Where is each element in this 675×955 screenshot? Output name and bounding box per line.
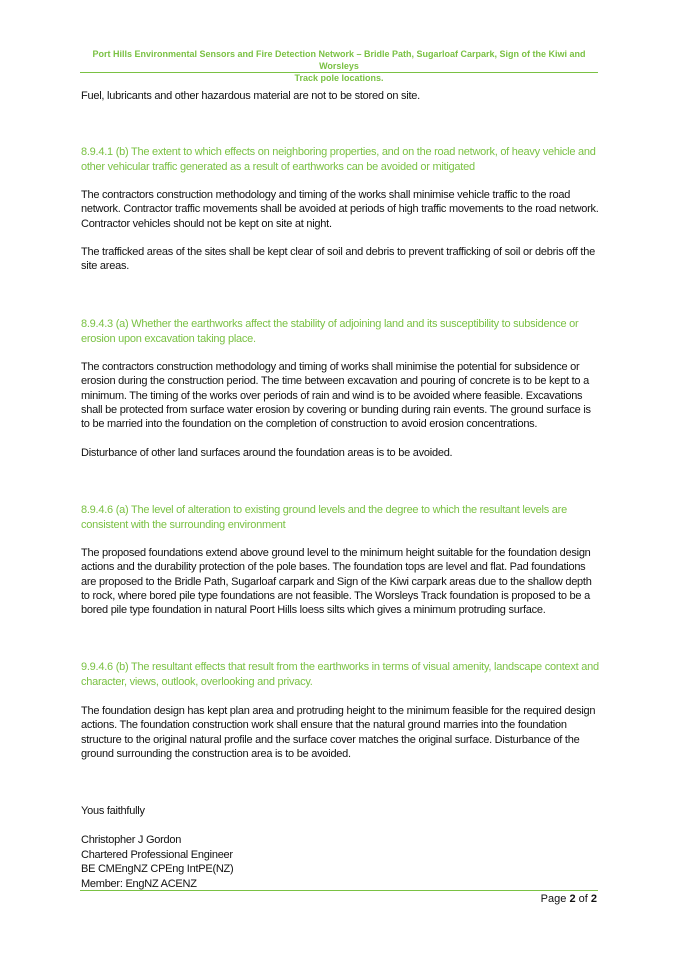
section-heading-9946b: 9.9.4.6 (b) The resultant effects that result from the earthworks in terms of visual amenity, landscape context and character, views, outlook, overlooking and privacy.	[81, 661, 599, 688]
intro-paragraph: Fuel, lubricants and other hazardous material are not to be stored on site.	[81, 90, 420, 102]
footer-divider	[80, 890, 598, 891]
page-number: Page 2 of 2	[540, 893, 597, 905]
document-header	[80, 48, 598, 84]
signatory-qualifications: BE CMEngNZ CPEng IntPE(NZ)	[81, 863, 234, 876]
section-paragraph: The proposed foundations extend above ground level to the minimum height suitable for the foundation design actions and the durability protection of the pole bases. The foundation tops are level and flat. Pad foundations are proposed to the Bridle Path, Sugarloaf carpark and Sign of the Kiwi carpark areas due to the shallow depth to rock, where bored pile type foundations are not feasible. The Worsleys Track foundation is proposed to be a bored pile type foundation in natural Poort Hills loess silts which gives a minimum protruding surface.	[81, 547, 592, 617]
header-divider	[80, 72, 598, 73]
header-line-2: Track pole locations.	[294, 73, 384, 83]
section-heading-8946a: 8.9.4.6 (a) The level of alteration to existing ground levels and the degree to which the resultant levels are consistent with the surrounding environment	[81, 504, 567, 531]
signatory-title: Chartered Professional Engineer	[81, 848, 233, 861]
header-line-1: Port Hills Environmental Sensors and Fire Detection Network – Bridle Path, Sugarloaf Carpark, Sign of the Kiwi and Worsleys	[92, 49, 586, 71]
closing-salutation: Yous faithfully	[81, 805, 145, 817]
signature-block	[81, 833, 233, 891]
signatory-membership: Member: EngNZ ACENZ	[81, 877, 197, 890]
signatory-name: Christopher J Gordon	[81, 834, 182, 846]
section-heading-8943a: 8.9.4.3 (a) Whether the earthworks affect the stability of adjoining land and its susceptibility to subsidence or erosion upon excavation taking place.	[81, 318, 579, 345]
section-paragraph: The foundation design has kept plan area and protruding height to the minimum feasible for the required design actions. The foundation construction work shall ensure that the natural ground marries into the foundation structure to the original natural profile and the surface cover matches the original surface. Disturbance of the ground surrounding the construction area is to be avoided.	[81, 705, 596, 760]
section-paragraph: The contractors construction methodology and timing of the works shall minimise vehicle traffic to the road network. Contractor traffic movements shall be avoided at periods of high traffic movements to the road network. Contractor vehicles should not be kept on site at night.	[81, 189, 599, 230]
section-paragraph: The trafficked areas of the sites shall be kept clear of soil and debris to prevent trafficking of soil or debris off the site areas.	[81, 246, 595, 273]
section-paragraph: The contractors construction methodology and timing of works shall minimise the potential for subsidence or erosion during the construction period. The time between excavation and pouring of concrete is to be kept to a minimum. The timing of the works over periods of rain and wind is to be avoided where feasible. Excavations shall be protected from surface water erosion by covering or bunding during rain events. The ground surface is to be married into the foundation on the completion of construction to avoid erosion concentrations.	[81, 361, 591, 431]
section-paragraph: Disturbance of other land surfaces around the foundation areas is to be avoided.	[81, 447, 453, 459]
section-heading-8941b: 8.9.4.1 (b) The extent to which effects on neighboring properties, and on the road network, of heavy vehicle and other vehicular traffic generated as a result of earthworks can be avoided or mitigated	[81, 146, 596, 173]
